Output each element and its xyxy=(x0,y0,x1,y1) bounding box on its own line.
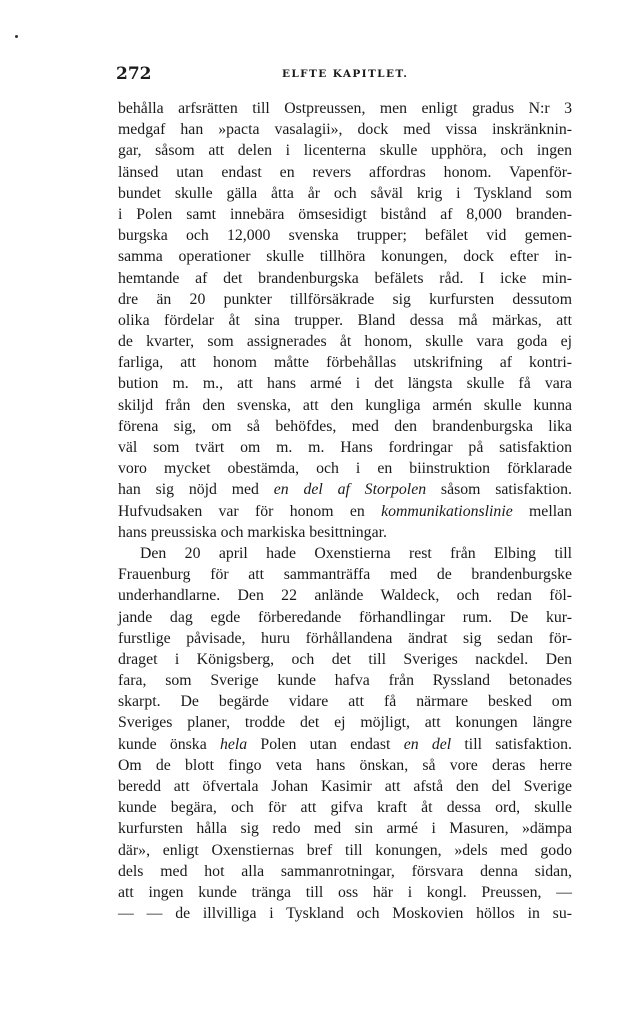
text-line xyxy=(118,331,572,352)
text-line xyxy=(118,585,572,606)
text-run: länsed utan endast en revers affordras honom. Vapenför- xyxy=(118,163,572,181)
text-line xyxy=(118,734,572,755)
text-line xyxy=(118,797,572,818)
text-run: Den 20 april hade Oxenstierna rest från Elbing till xyxy=(140,544,572,562)
text-run: samma operationer skulle tillhöra konungen, dock efter in- xyxy=(118,248,572,266)
text-run: fara, som Sverige kunde hafva från Ryssland betonades xyxy=(118,672,572,690)
text-run: mellan xyxy=(512,502,573,520)
text-line xyxy=(118,479,572,500)
emphasis-text: kommunikationslinie xyxy=(381,502,513,520)
text-line xyxy=(118,140,572,161)
text-run: såsom satisfaktion. xyxy=(426,481,573,499)
emphasis-text: en del af Storpolen xyxy=(273,481,427,499)
text-line xyxy=(118,437,572,458)
text-run: dre än 20 punkter tillförsäkrade sig kurfursten dessutom xyxy=(118,290,572,308)
ink-speck xyxy=(15,35,18,38)
text-run: förena sig, om så behöfdes, med den brandenburgska lika xyxy=(118,417,572,435)
text-run: farliga, att honom måtte förbehållas utskrifning af kontri- xyxy=(118,354,572,372)
text-line xyxy=(118,225,572,246)
text-line xyxy=(118,352,572,373)
text-run: dels med hot alla sammanrotningar, försvara denna sidan, xyxy=(118,862,572,880)
text-run: hemtande af det brandenburgska befälets råd. I icke min- xyxy=(118,269,572,287)
text-line xyxy=(118,162,572,183)
text-run: Hufvudsaken var för honom en xyxy=(118,502,382,520)
running-header xyxy=(116,64,566,86)
text-line xyxy=(118,246,572,267)
text-run: hans preussiska och markiska besittningar. xyxy=(118,523,387,541)
text-run: olika fördelar åt sina trupper. Bland dessa må märkas, att xyxy=(118,311,572,329)
text-run: i Polen samt innebära ömsesidigt bistånd af 8,000 branden- xyxy=(118,205,572,223)
text-run: beredd att öfvertala Johan Kasimir att afstå den del Sverige xyxy=(118,778,572,795)
text-line xyxy=(118,607,572,628)
text-run: de kvarter, som assignerades åt honom, skulle vara goda ej xyxy=(118,333,572,351)
text-run: behålla arfsrätten till Ostpreussen, men enligt gradus N:r 3 xyxy=(118,100,572,117)
text-line xyxy=(118,564,572,585)
text-line xyxy=(118,776,572,797)
text-run: Frauenburg för att sammanträffa med de brandenburgske xyxy=(118,566,572,584)
text-line xyxy=(118,416,572,437)
text-run: burgska och 12,000 svenska trupper; befälet vid gemen- xyxy=(118,227,572,245)
text-run: gar, såsom att delen i licenterna skulle upphöra, och ingen xyxy=(118,142,572,160)
text-line xyxy=(118,204,572,225)
chapter-title: ELFTE KAPITLET. xyxy=(282,68,409,80)
text-run: skarpt. De begärde vidare att få närmare besked om xyxy=(118,693,572,711)
text-run: kunde önska xyxy=(118,735,220,753)
text-line xyxy=(118,882,572,903)
text-run: bution m. m., att hans armé i det längsta skulle få vara xyxy=(118,375,572,393)
text-line xyxy=(118,458,572,479)
text-line xyxy=(118,289,572,310)
text-run: kurfursten hålla sig redo med sin armé i Masuren, »dämpa xyxy=(118,820,572,838)
text-line xyxy=(118,712,572,733)
text-line xyxy=(118,395,572,416)
text-run: där», enligt Oxenstiernas bref till konungen, »dels med godo xyxy=(118,841,572,859)
text-run: medgaf han »pacta vasalagii», dock med vissa inskränknin- xyxy=(118,121,572,139)
text-line xyxy=(118,840,572,861)
text-line xyxy=(118,522,572,543)
text-run: Polen utan endast xyxy=(247,735,404,753)
text-run: bundet skulle gälla åtta år och såväl krig i Tyskland som xyxy=(118,184,572,202)
text-line xyxy=(118,501,572,522)
text-run: jande dag egde förberedande förhandlingar rum. De kur- xyxy=(118,608,572,626)
text-line xyxy=(118,861,572,882)
text-line xyxy=(118,691,572,712)
text-line xyxy=(118,649,572,670)
text-line xyxy=(118,268,572,289)
emphasis-text: hela xyxy=(219,735,248,753)
text-line xyxy=(118,903,572,924)
text-run: kunde begära, och för att gifva kraft åt dessa ord, skulle xyxy=(118,799,572,817)
text-run: skiljd från den svenska, att den kungliga armén skulle kunna xyxy=(118,396,572,414)
text-line xyxy=(118,373,572,394)
text-line xyxy=(118,670,572,691)
text-run: Sveriges planer, trodde det ej möjligt, att konungen längre xyxy=(118,714,572,732)
text-line xyxy=(118,755,572,776)
text-run: furstlige påvisade, huru förhållandena ändrat sig sedan för- xyxy=(118,629,572,647)
text-line xyxy=(118,119,572,140)
text-run: Om de blott fingo veta hans önskan, så vore deras herre xyxy=(118,756,572,774)
text-run: draget i Königsberg, och det till Sveriges nackdel. Den xyxy=(118,650,572,668)
text-run: han sig nöjd med xyxy=(118,481,274,499)
text-run: — — de illvilliga i Tyskland och Moskovien höllos in su- xyxy=(118,905,572,923)
text-run: underhandlarne. Den 22 anlände Waldeck, och redan föl- xyxy=(118,587,572,605)
text-line xyxy=(118,543,572,564)
text-line xyxy=(118,310,572,331)
text-run: väl som tvärt om m. m. Hans fordringar på satisfaktion xyxy=(118,439,572,456)
text-line xyxy=(118,98,572,119)
page-number: 272 xyxy=(116,64,152,84)
text-line xyxy=(118,183,572,204)
emphasis-text: en del xyxy=(403,735,452,753)
text-line xyxy=(118,818,572,839)
text-run: till satisfaktion. xyxy=(451,735,573,753)
text-run: voro mycket obestämda, och i en biinstruktion förklarade xyxy=(118,460,572,478)
text-line xyxy=(118,628,572,649)
text-run: att ingen kunde tränga till oss här i kongl. Preussen, — xyxy=(118,883,572,901)
body-text xyxy=(118,98,572,924)
